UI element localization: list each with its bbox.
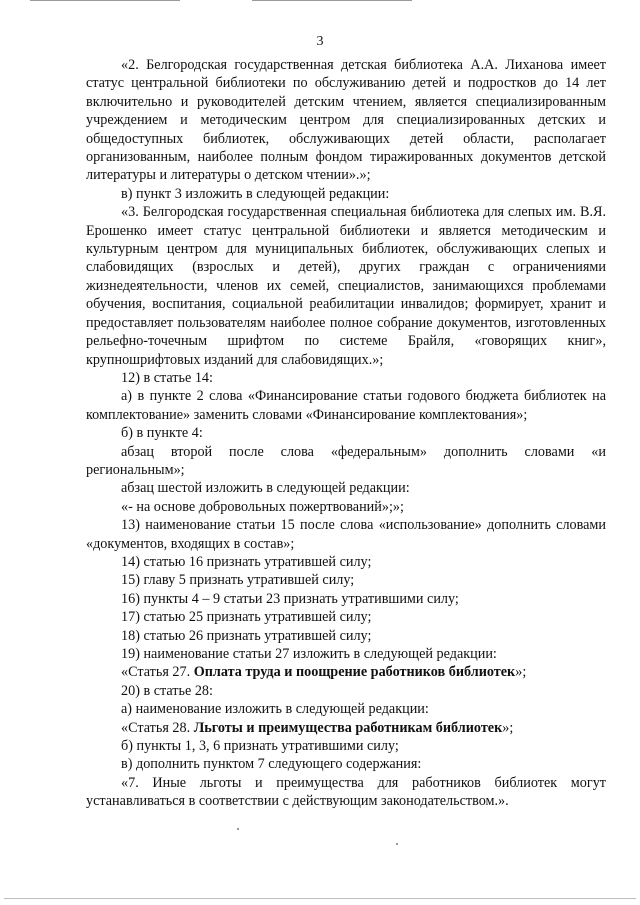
paragraph: 20) в статье 28: — [121, 682, 213, 699]
scan-edge-mark — [30, 0, 180, 1]
scan-speck — [396, 843, 398, 845]
article-suffix: »; — [502, 719, 514, 736]
paragraph: 18) статью 26 признать утратившей силу; — [121, 627, 372, 644]
paragraph: в) дополнить пунктом 7 следующего содержания: — [121, 756, 422, 773]
paragraph: 14) статью 16 признать утратившей силу; — [121, 553, 372, 570]
paragraph: абзац шестой изложить в следующей редакции: — [121, 480, 410, 497]
paragraph: а) наименование изложить в следующей редакции: — [121, 701, 429, 718]
paragraph: 17) статью 25 признать утратившей силу; — [121, 609, 372, 626]
article-28-heading — [86, 719, 606, 737]
page-number: 3 — [316, 34, 324, 49]
article-title: Оплата труда и поощрение работников библиотек — [193, 664, 516, 681]
document-body — [86, 56, 606, 811]
paragraph: 12) в статье 14: — [121, 369, 213, 386]
article-prefix: «Статья 28. — [121, 719, 194, 736]
paragraph: б) пункты 1, 3, 6 признать утратившими силу; — [121, 738, 399, 755]
paragraph: «7. Иные льготы и преимущества для работников библиотек могут устанавливаться в соответствии с действующим законодательством.». — [86, 774, 606, 810]
paragraph: в) пункт 3 изложить в следующей редакции: — [121, 185, 390, 202]
paragraph: «2. Белгородская государственная детская библиотека А.А. Лиханова имеет статус центральной библиотеки по обслуживанию детей и подростков до 14 лет включительно и руководителей детским чтением, является специализированным учреждением и методическим центром для специализированных детских и общедоступных библиотек, обслуживающих детей области, располагает организованным, наиболее полным фондом тиражированных документов детской литературы и литературы о детском чтении».»; — [86, 57, 606, 184]
article-27-heading — [86, 663, 606, 681]
scan-edge-mark — [4, 898, 636, 899]
paragraph: 16) пункты 4 – 9 статьи 23 признать утратившими силу; — [121, 590, 459, 607]
article-title: Льготы и преимущества работникам библиотек — [193, 719, 503, 736]
paragraph: 19) наименование статьи 27 изложить в следующей редакции: — [121, 646, 497, 662]
paragraph: абзац второй после слова «федеральным» дополнить словами «и региональным»; — [86, 443, 606, 478]
article-prefix: «Статья 27. — [121, 664, 194, 681]
article-suffix: »; — [515, 664, 527, 681]
paragraph: 15) главу 5 признать утратившей силу; — [121, 572, 355, 589]
paragraph: а) в пункте 2 слова «Финансирование статьи годового бюджета библиотек на комплектование» заменить словами «Финансирование комплектования»; — [86, 388, 606, 423]
scan-edge-mark — [252, 0, 412, 1]
paragraph: 13) наименование статьи 15 после слова «использование» дополнить словами «документов, входящих в состав»; — [86, 517, 606, 552]
scan-speck — [237, 828, 239, 830]
paragraph: «- на основе добровольных пожертвований»;»; — [121, 498, 404, 515]
paragraph: б) в пункте 4: — [121, 425, 203, 442]
paragraph: «3. Белгородская государственная специальная библиотека для слепых им. В.Я. Ерошенко имеет статус центральной библиотеки и является методическим и культурным центром для муниципальных библиотек, обслуживающих слепых и слабовидящих (взрослых и детей), других граждан с ограничениями жизнедеятельности, членов их семей, специалистов, занимающихся проблемами обучения, воспитания, социальной реабилитации инвалидов; формирует, хранит и предоставляет пользователям наиболее полное собрание документов, изготовленных рельефно-точечным шрифтом по системе Брайля, «говорящих книг», крупношрифтовых изданий для слабовидящих.»; — [86, 204, 606, 368]
